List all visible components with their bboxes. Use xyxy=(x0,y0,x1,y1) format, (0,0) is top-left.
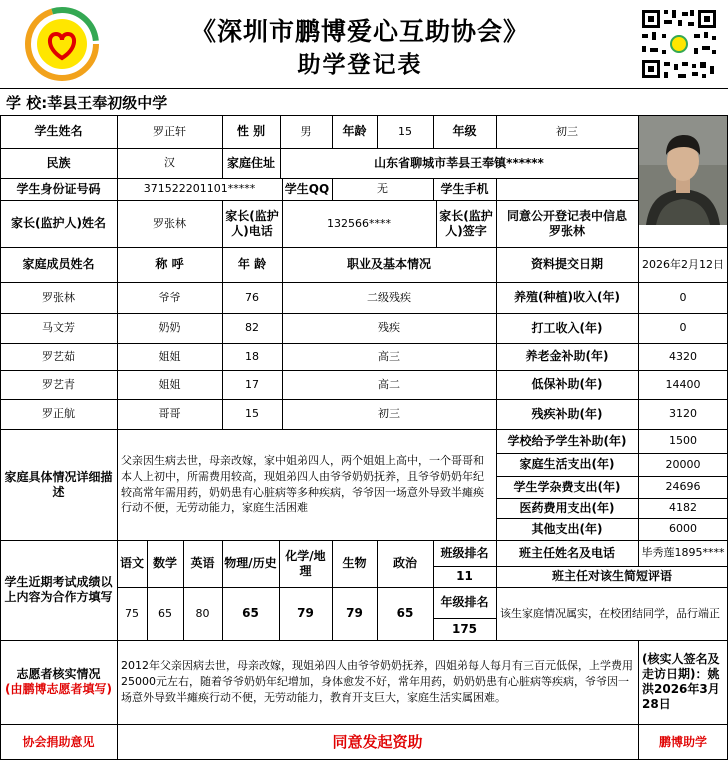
member-relation: 爷爷 xyxy=(158,290,181,304)
finance-label: 残疾补助(年) xyxy=(531,406,603,421)
phone xyxy=(496,178,638,200)
subject-score: 79 xyxy=(297,606,314,620)
student-photo xyxy=(638,115,728,225)
member-job: 二级残疾 xyxy=(367,290,411,304)
teacher-comment: 该生家庭情况属实，在校团结同学，品行端正 xyxy=(500,606,720,620)
submit-date-label: 资料提交日期 xyxy=(530,257,603,271)
subject-name: 生物 xyxy=(342,556,367,570)
finance-value: 6000 xyxy=(669,522,697,536)
grade-label: 年级 xyxy=(452,124,477,138)
volunteer-label: 志愿者核实情况 xyxy=(16,667,101,681)
subject-name: 政治 xyxy=(392,556,417,570)
member-relation: 姐姐 xyxy=(158,349,181,363)
finance-value: 1500 xyxy=(669,434,697,448)
member-name: 罗张林 xyxy=(42,290,75,304)
subject-score: 80 xyxy=(195,606,210,620)
org-name: 鹏博助学 xyxy=(658,734,707,749)
finance-label: 低保补助(年) xyxy=(531,377,603,391)
finance-value: 0 xyxy=(679,290,687,304)
member-age: 76 xyxy=(245,290,259,304)
submit-date: 2026年2月12日 xyxy=(642,257,724,271)
finance-value: 3120 xyxy=(669,407,697,421)
school-label: 学 校: xyxy=(6,94,48,112)
age: 15 xyxy=(398,124,412,138)
class-rank: 11 xyxy=(456,569,473,583)
guardian-phone-label: 家长(监护人)电话 xyxy=(225,208,279,238)
consent-label: 同意公开登记表中信息 xyxy=(506,208,627,223)
volunteer-text: 2012年父亲因病去世，母亲改嫁，现姐弟四人由爷爷奶奶抚养，四姐弟每人每月有三百元低保，上学费用25000元左右，随着爷爷奶奶年纪增加，身体愈发不好，常年用药，奶奶奶患有心脏病等疾病，爷爷因一场意外导致半瘫痪行动不便，无劳动能力，教育开支巨大，家庭生活实属困难。 xyxy=(121,659,633,704)
subject-name: 数学 xyxy=(152,556,177,570)
qq: 无 xyxy=(377,182,388,196)
id-label: 学生身份证号码 xyxy=(16,181,101,196)
member-age: 18 xyxy=(245,349,259,363)
student-id: 371522201101***** xyxy=(143,182,256,196)
subject-name: 物理/历史 xyxy=(224,556,277,570)
finance-label: 其他支出(年) xyxy=(531,521,603,536)
gender: 男 xyxy=(300,124,312,138)
member-age: 15 xyxy=(245,407,259,421)
finance-label: 医药费用支出(年) xyxy=(519,500,615,515)
qq-label: 学生QQ xyxy=(284,181,330,196)
donation-opinion: 同意发起资助 xyxy=(332,732,423,751)
finance-label: 家庭生活支出(年) xyxy=(519,457,615,471)
phone-label: 学生手机 xyxy=(440,181,489,196)
member-name: 罗艺茹 xyxy=(42,349,75,363)
guardian-label: 家长(监护人)姓名 xyxy=(11,216,106,230)
situation-label: 家庭具体情况详细描述 xyxy=(4,469,113,499)
address: 山东省聊城市莘县王奉镇****** xyxy=(374,155,544,170)
class-rank-label: 班级排名 xyxy=(440,545,489,560)
member-name: 马文芳 xyxy=(42,321,75,335)
family-name-header: 家庭成员姓名 xyxy=(22,257,95,271)
finance-label: 学生学杂费支出(年) xyxy=(513,479,621,494)
member-job: 初三 xyxy=(378,407,400,421)
family-relation-header: 称 呼 xyxy=(155,257,184,271)
finance-label: 养殖(种植)收入(年) xyxy=(514,290,620,304)
subject-score: 75 xyxy=(125,606,139,620)
guardian-sign-label: 家长(监护人)签字 xyxy=(439,208,493,238)
member-name: 罗正航 xyxy=(42,407,75,421)
volunteer-sub-label: (由鹏博志愿者填写) xyxy=(5,682,112,696)
finance-value: 24696 xyxy=(665,480,701,494)
guardian-name: 罗张林 xyxy=(153,216,186,230)
member-name: 罗艺青 xyxy=(42,377,75,391)
situation-text: 父亲因生病去世，母亲改嫁，家中姐弟四人，两个姐姐上高中，一个哥哥和本人上初中，所需费用较高，现姐弟四人由爷爷奶奶抚养，且爷爷奶奶年纪较高常年需用药，奶奶患有心脏病等多种疾病，爷爷因一场意外导致半瘫痪行动不便，无劳动能力，家庭生活困难 xyxy=(121,453,484,515)
member-job: 高二 xyxy=(378,377,400,391)
grade-rank-label: 年级排名 xyxy=(440,595,489,609)
teacher: 毕秀莲1895**** xyxy=(641,546,725,560)
form-title: 助学登记表 xyxy=(297,51,423,78)
guardian-phone: 132566**** xyxy=(327,216,391,230)
student-name-label: 学生姓名 xyxy=(34,124,83,138)
finance-value: 0 xyxy=(679,321,687,335)
subject-name: 化学/地理 xyxy=(285,548,326,578)
subject-score: 79 xyxy=(346,606,363,620)
family-job-header: 职业及基本情况 xyxy=(346,257,431,271)
finance-value: 14400 xyxy=(665,377,701,391)
donation-opinion-label: 协会捐助意见 xyxy=(22,734,95,749)
member-relation: 哥哥 xyxy=(158,407,181,421)
ethnicity: 汉 xyxy=(164,156,175,170)
family-age-header: 年 龄 xyxy=(237,257,267,271)
finance-label: 学校给予学生补助(年) xyxy=(507,433,627,448)
subject-score: 65 xyxy=(158,606,172,620)
finance-label: 养老金补助(年) xyxy=(525,349,609,363)
age-label: 年龄 xyxy=(342,124,367,138)
member-age: 17 xyxy=(245,377,259,391)
teacher-comment-label: 班主任对该生简短评语 xyxy=(551,569,672,583)
subject-score: 65 xyxy=(396,606,414,620)
address-label: 家庭住址 xyxy=(226,155,275,170)
finance-label: 打工收入(年) xyxy=(531,320,603,335)
finance-value: 20000 xyxy=(665,457,701,471)
association-title: 《深圳市鹏博爱心互助协会》 xyxy=(190,17,529,46)
volunteer-label-cell xyxy=(0,640,117,724)
finance-value: 4320 xyxy=(669,349,697,363)
finance-value: 4182 xyxy=(669,501,697,515)
member-relation: 姐姐 xyxy=(158,377,181,391)
subject-name: 语文 xyxy=(119,556,144,570)
school-name: 莘县王奉初级中学 xyxy=(47,94,168,112)
teacher-label: 班主任姓名及电话 xyxy=(518,545,615,560)
member-job: 残疾 xyxy=(378,321,400,335)
grade-rank: 175 xyxy=(451,621,478,636)
subject-name: 英语 xyxy=(190,556,215,570)
consent-cell xyxy=(496,200,638,247)
student-name: 罗正轩 xyxy=(153,124,186,138)
subject-score: 65 xyxy=(242,606,259,620)
grade: 初三 xyxy=(556,124,578,138)
volunteer-sign: (核实人签名及走访日期)：姚洪2026年3月28日 xyxy=(642,652,720,711)
member-relation: 奶奶 xyxy=(158,321,181,335)
member-age: 82 xyxy=(245,321,259,335)
consent-name: 罗张林 xyxy=(548,223,585,238)
scores-label: 学生近期考试成绩以上内容为合作方填写 xyxy=(4,575,113,604)
member-job: 高三 xyxy=(378,349,400,363)
gender-label: 性 别 xyxy=(236,124,266,138)
ethnicity-label: 民族 xyxy=(46,155,71,170)
